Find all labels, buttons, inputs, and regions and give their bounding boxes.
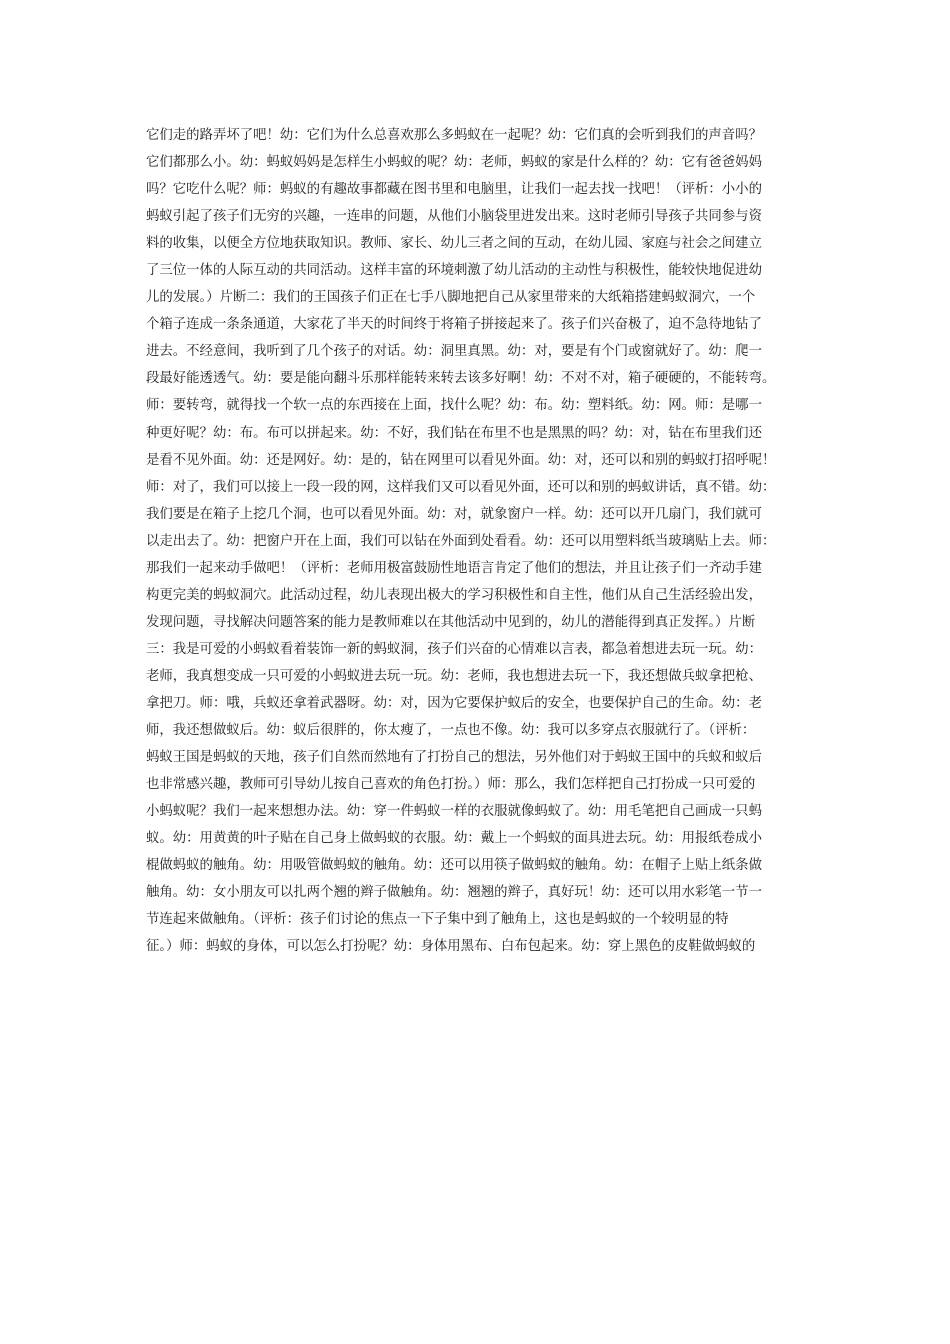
text-line: 那我们一起来动手做吧！（评析：老师用极富鼓励性地语言肯定了他们的想法，并且让孩子们一齐动手建 <box>146 560 762 576</box>
text-line: 蚂蚁王国是蚂蚁的天地，孩子们自然而然地有了打扮自己的想法，另外他们对于蚂蚁王国中的兵蚁和蚁后 <box>146 750 762 766</box>
text-line: 也非常感兴趣，教师可引导幼儿按自己喜欢的角色打扮。）师：那么，我们怎样把自己打扮成一只可爱的 <box>146 777 756 793</box>
text-line: 吗？它吃什么呢？师：蚂蚁的有趣故事都藏在图书里和电脑里，让我们一起去找一找吧！（评析：小小的 <box>146 182 762 198</box>
text-line: 三：我是可爱的小蚂蚁看着装饰一新的蚂蚁洞，孩子们兴奋的心情难以言表，都急着想进去玩一玩。幼： <box>146 641 762 657</box>
text-line: 师：对了，我们可以接上一段一段的网，这样我们又可以看见外面，还可以和别的蚂蚁讲话，真不错。幼： <box>146 479 776 495</box>
text-line: 蚁。幼：用黄黄的叶子贴在自己身上做蚂蚁的衣服。幼：戴上一个蚂蚁的面具进去玩。幼：用报纸卷成小 <box>146 831 762 847</box>
text-line: 师：要转弯，就得找一个软一点的东西接在上面，找什么呢？幼：布。幼：塑料纸。幼：网。师：是哪一 <box>146 398 762 414</box>
text-line: 蚂蚁引起了孩子们无穷的兴趣，一连串的问题，从他们小脑袋里进发出来。这时老师引导孩子共同参与资 <box>146 209 762 225</box>
text-line: 是看不见外面。幼：还是网好。幼：是的，钻在网里可以看见外面。幼：对，还可以和别的蚂蚁打招呼呢！ <box>146 452 776 468</box>
text-line: 构更完美的蚂蚁洞穴。此活动过程，幼儿表现出极大的学习积极性和自主性，他们从自己生活经验出发， <box>146 587 762 603</box>
text-line: 师，我还想做蚁后。幼：蚁后很胖的，你太瘦了，一点也不像。幼：我可以多穿点衣服就行了。（评析： <box>146 723 756 739</box>
text-line: 儿的发展。）片断二：我们的王国孩子们正在七手八脚地把自己从家里带来的大纸箱搭建蚂蚁洞穴，一个 <box>146 290 756 306</box>
text-line: 征。）师：蚂蚁的身体，可以怎么打扮呢？幼：身体用黑布、白布包起来。幼：穿上黑色的皮鞋做蚂蚁的 <box>146 939 756 955</box>
text-line: 棍做蚂蚁的触角。幼：用吸管做蚂蚁的触角。幼：还可以用筷子做蚂蚁的触角。幼：在帽子上贴上纸条做 <box>146 858 762 874</box>
text-line: 料的收集，以便全方位地获取知识。教师、家长、幼儿三者之间的互动，在幼儿园、家庭与社会之间建立 <box>146 236 762 252</box>
text-line: 我们要是在箱子上挖几个洞，也可以看见外面。幼：对，就象窗户一样。幼：还可以开几扇门，我们就可 <box>146 506 762 522</box>
text-line: 节连起来做触角。（评析：孩子们讨论的焦点一下子集中到了触角上，这也是蚂蚁的一个较明显的特 <box>146 912 729 928</box>
text-line: 它们走的路弄坏了吧！幼：它们为什么总喜欢那么多蚂蚁在一起呢？幼：它们真的会听到我们的声音吗？ <box>146 128 762 143</box>
text-line: 触角。幼：女小朋友可以扎两个翘的辫子做触角。幼：翘翘的辫子，真好玩！幼：还可以用水彩笔一节一 <box>146 885 762 901</box>
text-line: 老师，我真想变成一只可爱的小蚂蚁进去玩一玩。幼：老师，我也想进去玩一下，我还想做兵蚁拿把枪、 <box>146 668 762 684</box>
text-line: 以走出去了。幼：把窗户开在上面，我们可以钻在外面到处看看。幼：还可以用塑料纸当玻璃贴上去。师： <box>146 533 776 549</box>
text-line: 小蚂蚁呢？我们一起来想想办法。幼：穿一件蚂蚁一样的衣服就像蚂蚁了。幼：用毛笔把自己画成一只蚂 <box>146 804 762 820</box>
text-line: 个箱子连成一条条通道，大家花了半天的时间终于将箱子拼接起来了。孩子们兴奋极了，迫不急待地钻了 <box>146 317 762 333</box>
text-line: 拿把刀。师：哦，兵蚁还拿着武器呀。幼：对，因为它要保护蚁后的安全，也要保护自己的生命。幼：老 <box>146 695 762 711</box>
text-line: 种更好呢？幼：布。布可以拼起来。幼：不好，我们钻在布里不也是黑黑的吗？幼：对，钻在布里我们还 <box>146 425 762 441</box>
text-line: 了三位一体的人际互动的共同活动。这样丰富的环境刺激了幼儿活动的主动性与积极性，能较快地促进幼 <box>146 263 762 279</box>
text-line: 发现问题，寻找解决问题答案的能力是教师难以在其他活动中见到的，幼儿的潜能得到真正发挥。）片断 <box>146 614 756 630</box>
text-line: 段最好能透透气。幼：要是能向翻斗乐那样能转来转去该多好啊！幼：不对不对，箱子硬硬的，不能转弯。 <box>146 371 776 387</box>
body-text <box>146 122 816 960</box>
text-line: 进去。不经意间，我听到了几个孩子的对话。幼：洞里真黑。幼：对，要是有个门或窗就好了。幼：爬一 <box>146 344 762 360</box>
text-line: 它们都那么小。幼：蚂蚁妈妈是怎样生小蚂蚁的呢？幼：老师，蚂蚁的家是什么样的？幼：它有爸爸妈妈 <box>146 155 762 171</box>
